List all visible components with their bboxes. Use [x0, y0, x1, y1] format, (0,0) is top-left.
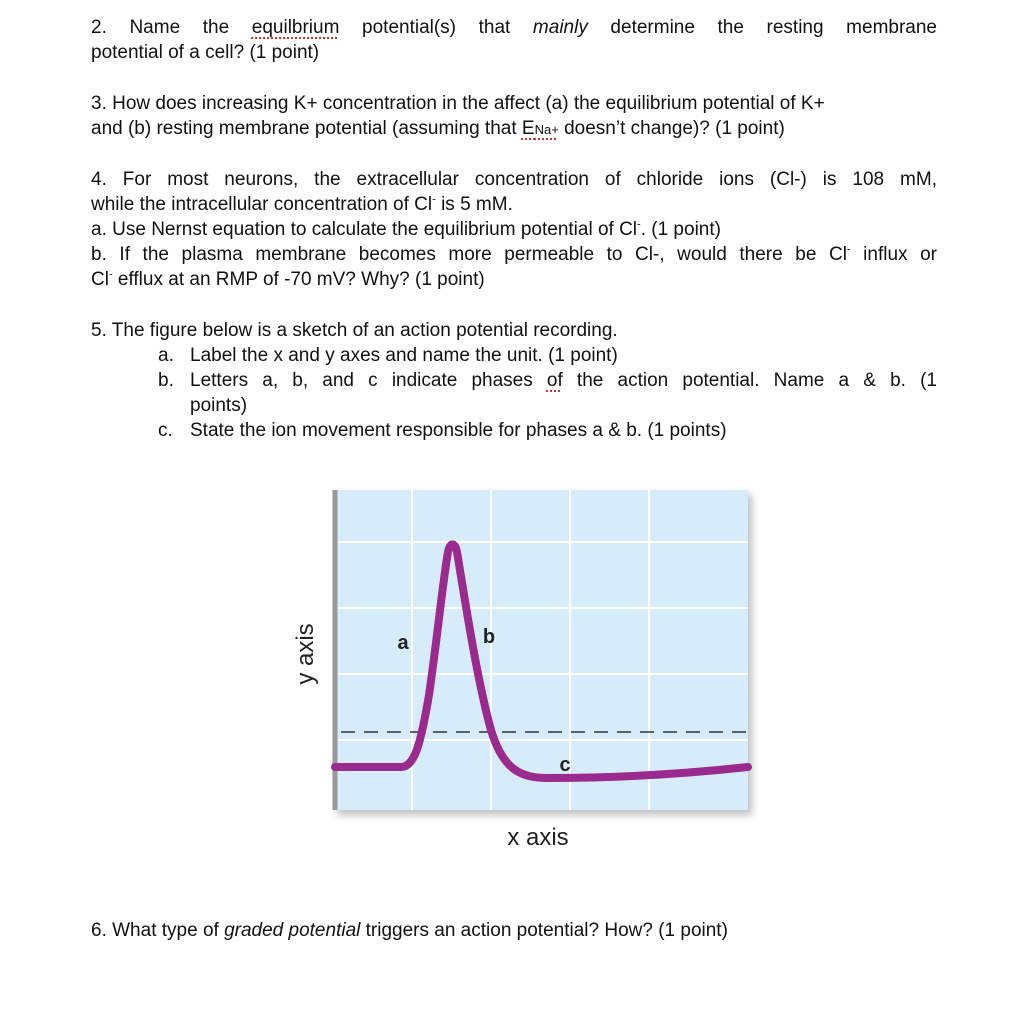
plot-panel	[333, 490, 748, 810]
question-2-line-1	[91, 15, 937, 40]
question-4b-text-3: Cl	[91, 269, 109, 290]
question-2-text-2: potential(s) that	[339, 17, 533, 38]
x-axis-label: x axis	[507, 824, 569, 851]
question-4b-text: b. If the plasma membrane becomes more permeable to Cl-, would there be Cl	[91, 244, 847, 265]
question-2-line-2: potential of a cell? (1 point)	[91, 42, 320, 63]
question-4a-text-2: . (1 point)	[640, 219, 721, 240]
question-4-text-2: is 5 mM.	[435, 194, 513, 215]
question-4	[91, 167, 937, 292]
question-5-intro: 5. The figure below is a sketch of an action potential recording.	[91, 320, 618, 341]
y-axis-label: y axis	[292, 623, 319, 685]
phase-label-b: b	[482, 626, 496, 648]
question-3-line-1: 3. How does increasing K+ concentration in the affect (a) the equilibrium potential of K+	[91, 93, 825, 114]
question-2	[91, 15, 937, 65]
misspelled-word: of	[546, 370, 563, 391]
question-4-text: while the intracellular concentration of Cl	[91, 194, 433, 215]
list-item-text: State the ion movement responsible for phases a & b. (1 points)	[190, 420, 727, 441]
question-2-text: 2. Name the	[91, 17, 252, 38]
list-item-text-2: the action potential. Name a & b. (1	[562, 370, 937, 391]
question-3-text-2: doesn’t change)? (1 point)	[558, 118, 785, 139]
list-item	[91, 368, 937, 418]
list-item-text: Letters a, b, and c indicate phases	[190, 370, 547, 391]
plot-background	[333, 490, 748, 810]
question-4-line-2	[91, 192, 937, 217]
question-2-text-3: determine the resting membrane	[587, 17, 937, 38]
question-6-text-2: triggers an action potential? How? (1 point)	[360, 920, 728, 941]
question-3-line-2	[91, 116, 937, 142]
list-marker: b.	[158, 370, 174, 391]
ena-e: E	[521, 118, 535, 139]
question-4a-text: a. Use Nernst equation to calculate the equilibrium potential of Cl	[91, 219, 638, 240]
question-6-line	[91, 918, 937, 943]
ena-subscript: Na+	[534, 122, 559, 137]
phase-label-c: c	[559, 754, 571, 776]
emphasis-graded-potential: graded potential	[224, 920, 361, 941]
question-4b-text-4: efflux at an RMP of -70 mV? Why? (1 point)	[112, 269, 485, 290]
list-marker: a.	[158, 345, 174, 366]
question-4-line-5	[91, 267, 937, 292]
question-3	[91, 91, 937, 142]
misspelled-word: equilbrium	[251, 17, 340, 38]
action-potential-figure	[283, 480, 783, 860]
list-item	[91, 418, 937, 443]
question-6	[91, 918, 937, 943]
question-6-text: 6. What type of	[91, 920, 225, 941]
question-4-line-3	[91, 217, 937, 242]
list-item-line-1	[190, 368, 937, 393]
list-item-line-2: points)	[190, 395, 248, 416]
list-marker: c.	[158, 420, 173, 441]
question-5	[91, 318, 937, 443]
emphasis-mainly: mainly	[532, 17, 588, 38]
phase-label-a: a	[397, 632, 409, 654]
list-item	[91, 343, 937, 368]
list-item-text: Label the x and y axes and name the unit. (1 point)	[190, 345, 618, 366]
superscript: -	[432, 193, 436, 206]
superscript: -	[637, 218, 641, 231]
ena-symbol	[522, 118, 559, 139]
question-3-text: and (b) resting membrane potential (assuming that	[91, 118, 522, 139]
question-4-line-1: 4. For most neurons, the extracellular concentration of chloride ions (Cl-) is 108 mM,	[91, 169, 937, 190]
question-5-list	[91, 343, 937, 443]
superscript: -	[108, 268, 113, 281]
question-4b-text-2: influx or	[850, 244, 937, 265]
superscript: -	[846, 243, 851, 256]
question-4-line-4	[91, 242, 937, 267]
